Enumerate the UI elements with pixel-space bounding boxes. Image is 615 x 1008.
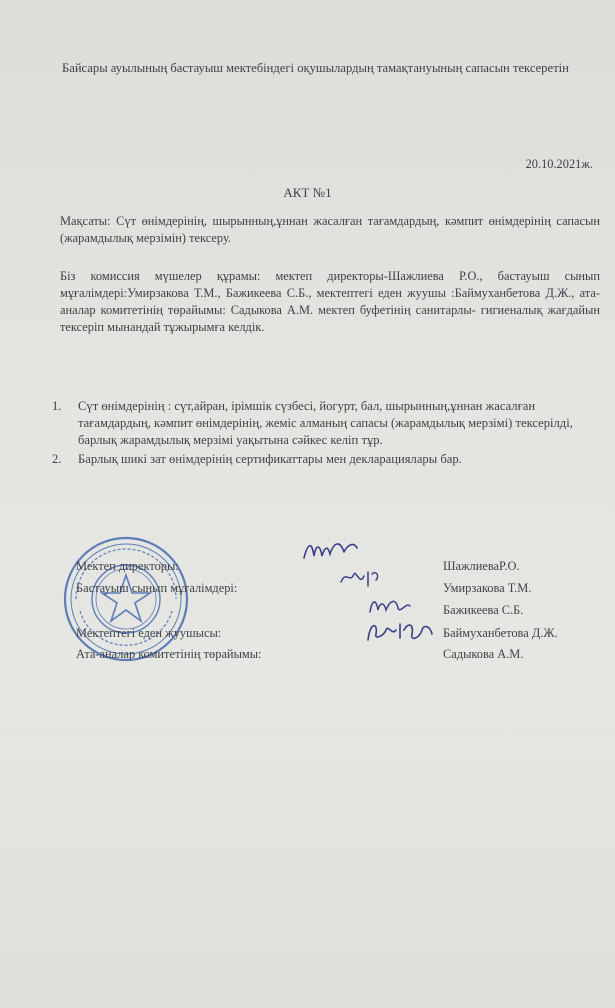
signature-role-director: Мектеп директоры: <box>76 559 179 573</box>
document-title: АКТ №1 <box>283 185 332 200</box>
handwritten-signature-4 <box>364 616 436 646</box>
signature-name-parents-committee: Садыкова А.М. <box>443 647 524 661</box>
signature-name-teacher-2: Бажикеева С.Б. <box>443 603 524 617</box>
signature-name-cleaner: Баймуханбетова Д.Ж. <box>443 626 558 640</box>
handwritten-signature-2 <box>338 566 384 590</box>
list-item-text: Барлық шикі зат өнімдерінің сертификаттары мен декларациялары бар. <box>78 452 462 466</box>
signature-role-parents-committee: Ата-аналар комитетінің төрайымы: <box>76 647 262 661</box>
handwritten-signature-1 <box>300 536 360 564</box>
signature-role-teachers: Бастауыш сынып мұғалімдері: <box>76 581 238 595</box>
signature-name-teacher-1: Умирзакова Т.М. <box>443 581 532 595</box>
signature-role-cleaner: Мектептегі еден жуушысы: <box>76 626 222 640</box>
document-header: Байсары ауылының бастауыш мектебіндегі оқушылардың тамақтануының сапасын тексеретін <box>62 61 569 75</box>
signature-name-director: ШажлиеваР.О. <box>443 559 520 573</box>
list-item <box>52 398 600 449</box>
purpose-paragraph: Мақсаты: Сүт өнімдерінің, шырынның,ұннан жасалған тағамдардың, кәмпит өнімдерінің сапасын (жарамдылық мерзімін) тексеру. <box>60 214 600 245</box>
document-date: 20.10.2021ж. <box>525 157 593 171</box>
handwritten-signature-3 <box>366 592 412 618</box>
official-stamp <box>62 535 190 663</box>
commission-paragraph: Біз комиссия мүшелер құрамы: мектеп директоры-Шажлиева Р.О., бастауыш сынып мұғалімдері:Умирзакова Т.М., Бажикеева С.Б., мектептегі еден жуушы :Баймуханбетова Д.Ж., ата-аналар комитетінің төрайымы: Садыкова А.М. мектеп буфетінің санитарлы- гигиеналық жағдайын тексеріп мынандай тұжырымға келдік. <box>60 269 600 334</box>
list-item-text: Сүт өнімдерінің : сүт,айран, ірімшік сүзбесі, йогурт, бал, шырынның,ұннан жасалған тағамдардың, кәмпит өнімдерінің, жеміс алманың сапасы (жарамдылық мерзімі) тексерілді, барлық жарамдылық мерзімі уақытына сәйкес келіп тұр. <box>78 399 573 447</box>
list-item <box>52 451 600 468</box>
list-item-number: 2. <box>52 452 62 466</box>
list-item-number: 1. <box>52 399 62 413</box>
findings-list <box>52 398 600 470</box>
